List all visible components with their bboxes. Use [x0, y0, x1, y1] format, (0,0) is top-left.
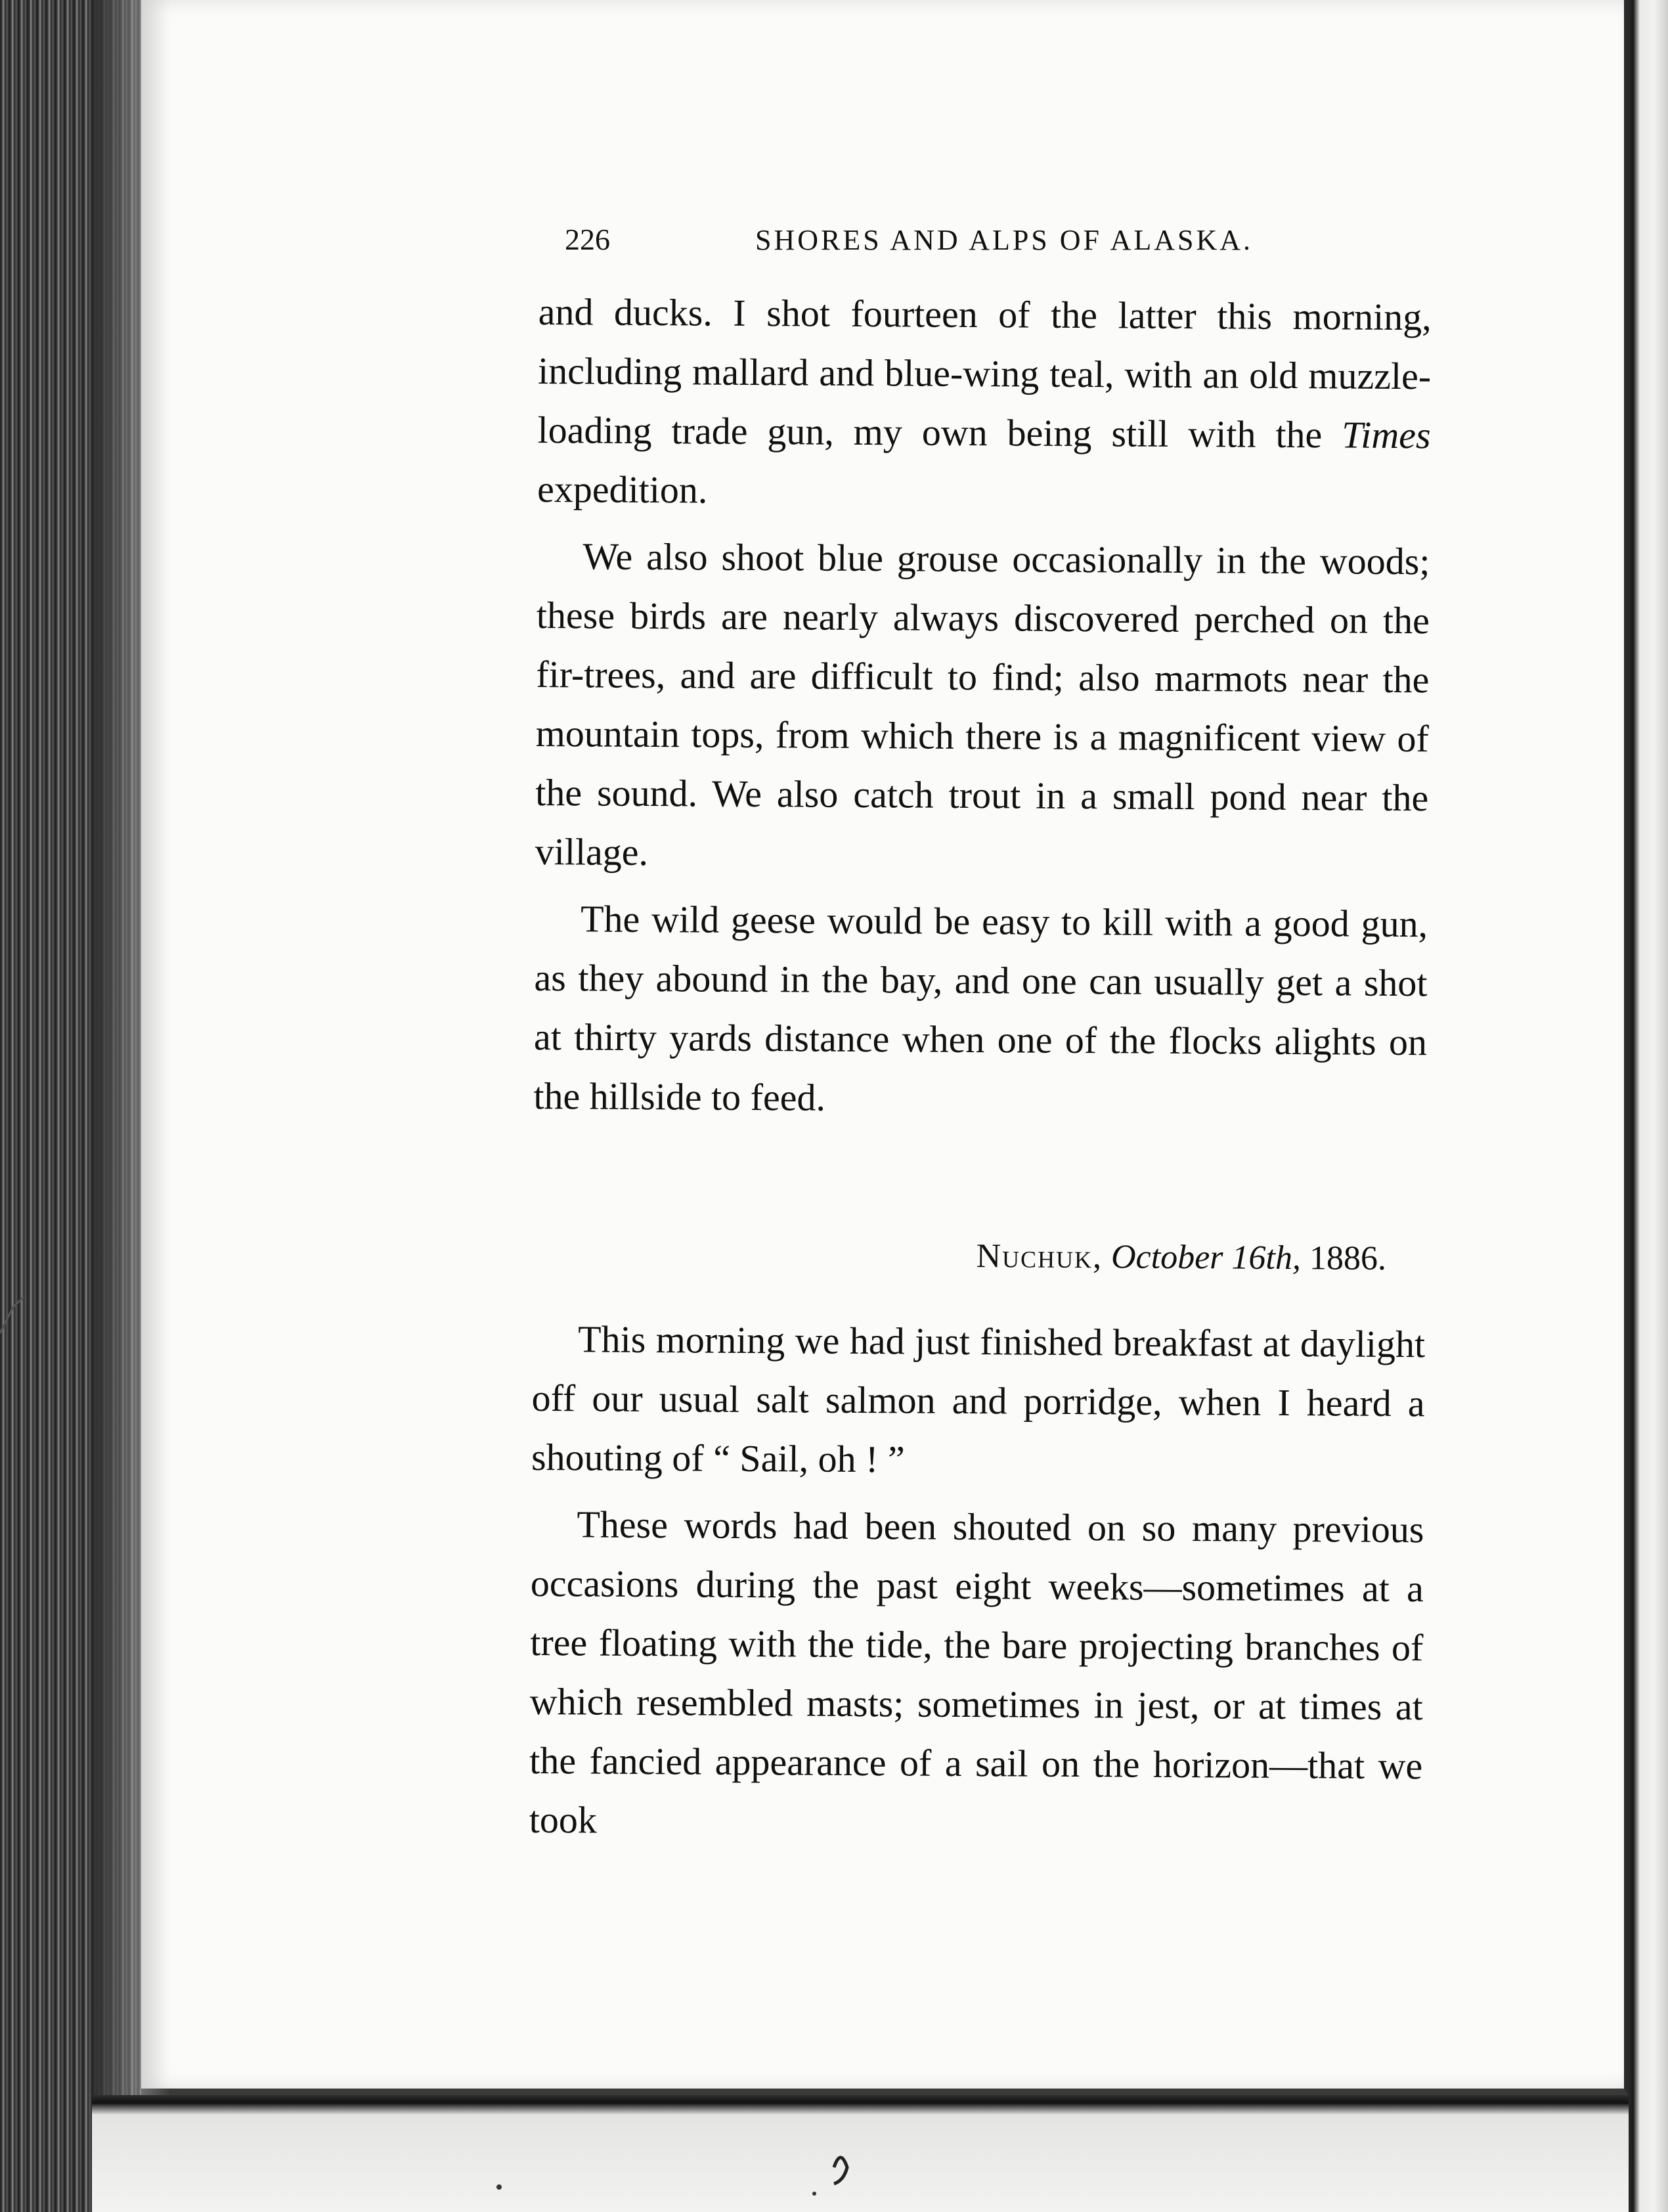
- scan-speck: [812, 2192, 816, 2196]
- dateline-year: 1886.: [1309, 1239, 1387, 1277]
- page-number: 226: [565, 223, 610, 256]
- paragraph-2: We also shoot blue grouse occasionally in the woods; these birds are nearly always discovered perched on the fir-trees, and are difficult to find; also marmots near the mountain tops, from which there is a magnificent view of the sound. We also catch trout in a small pond near the village.: [535, 535, 1430, 874]
- paragraph-3: The wild geese would be easy to kill with a good gun, as they abound in the bay, and one can usually get a shot at thirty yards distance when one of the flocks alights on the hillside to feed.: [533, 897, 1428, 1119]
- dateline-place: Nuchuk,: [976, 1237, 1103, 1276]
- running-head: SHORES AND ALPS OF ALASKA.: [755, 224, 1254, 256]
- scan-blot: [834, 2157, 847, 2184]
- paragraph-1: and ducks. I shot fourteen of the latter this morning, including mallard and blue-wing teal, with an old muzzle-loading trade gun, my own being still with the Times expedition.: [537, 290, 1432, 512]
- paragraph-4: This morning we had just finished breakfast at daylight off our usual salt salmon and porridge, when I heard a shouting of “ Sail, oh ! ”: [531, 1317, 1426, 1481]
- scan-scratch: [0, 1297, 24, 1333]
- scan-speck: [496, 2184, 502, 2190]
- paragraph-5: These words had been shouted on so many previous occasions during the past eight weeks—sometimes at a tree floating with the tide, the bare projecting branches of which resembled masts; sometimes in jest, or at times at the fancied appearance of a sail on the horizon—that we took: [529, 1503, 1424, 1842]
- dateline-date: October 16th,: [1110, 1238, 1302, 1277]
- italic-times: Times: [1342, 413, 1431, 457]
